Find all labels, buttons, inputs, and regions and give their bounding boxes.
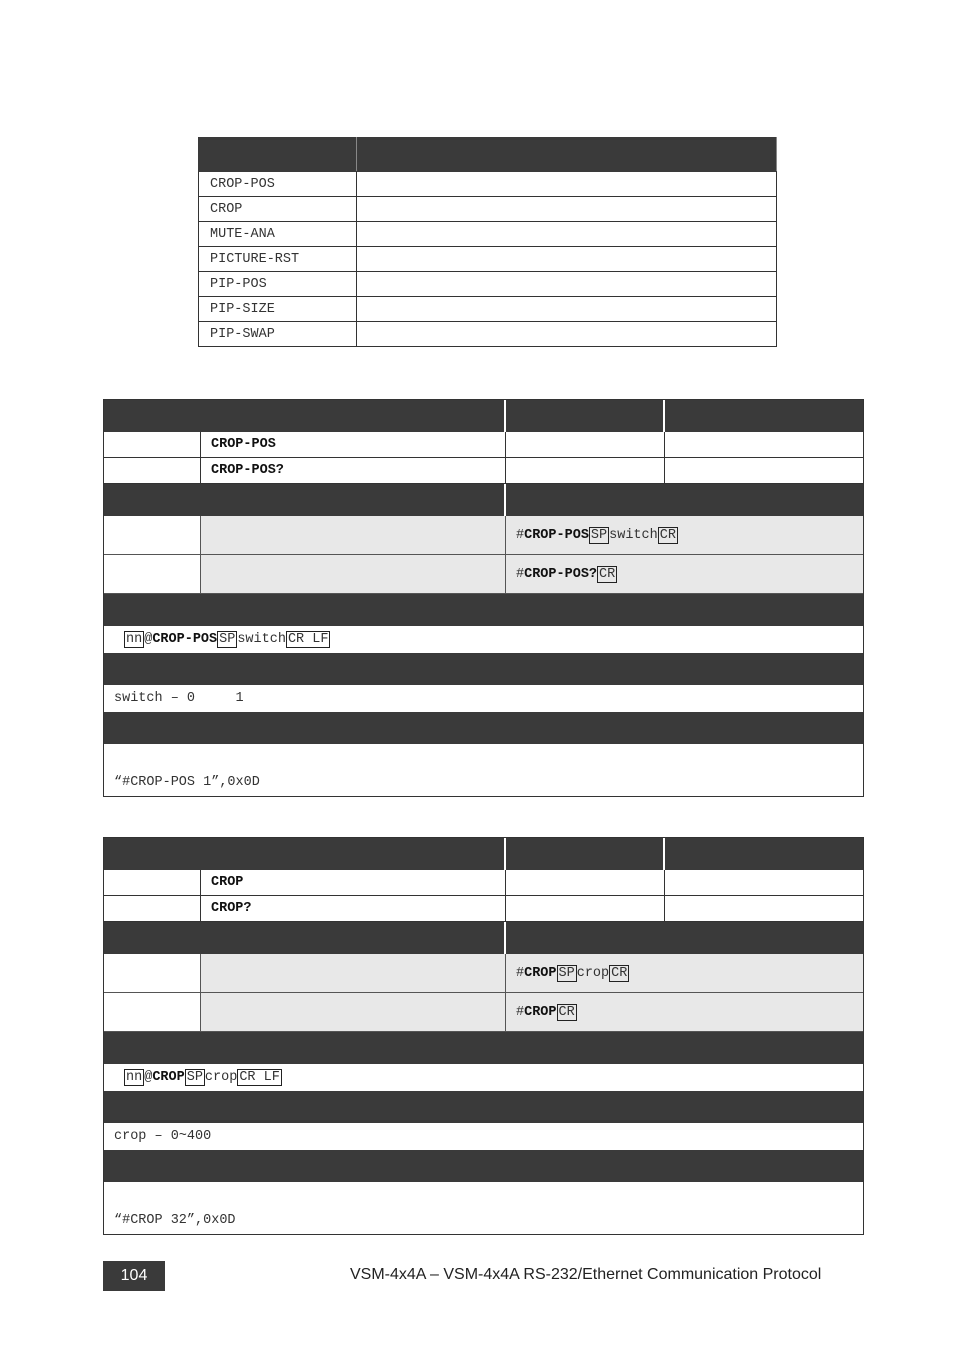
get-syntax: # CROP CR [516,1004,575,1020]
header-row [104,838,863,870]
example-text: “#CROP-POS 1”,0x0D [104,744,863,796]
get-syntax-row [104,993,863,1032]
set-command-name: CROP [211,875,244,890]
crop-pos-command-table [103,399,864,797]
table-row [199,197,777,222]
parameters-text: crop – 0~400 [104,1123,863,1150]
response-syntax: nn @ CROP SP crop CR LF [104,1064,863,1091]
function-name: PIP-SIZE [199,297,357,322]
set-syntax: # CROP SP crop CR [516,965,628,981]
set-syntax-row [104,516,863,555]
crop-command-table [103,837,864,1235]
header-row [104,400,863,432]
function-name: PICTURE-RST [199,247,357,272]
table-row [199,272,777,297]
table-row [199,247,777,272]
get-syntax: # CROP-POS? CR [516,566,616,582]
set-command-row [104,432,863,458]
table-row [199,222,777,247]
get-command-name: CROP-POS? [211,463,284,478]
set-syntax-row [104,954,863,993]
set-command-name: CROP-POS [211,437,276,452]
parameters-header-row [104,1091,863,1123]
set-command-row [104,870,863,896]
function-name: PIP-POS [199,272,357,297]
table-row [199,297,777,322]
response-header-row [104,594,863,626]
function-name: CROP-POS [199,172,357,197]
response-header-row [104,1032,863,1064]
document-title: VSM-4x4A – VSM-4x4A RS-232/Ethernet Communication Protocol [350,1266,822,1283]
table-row [199,322,777,347]
table-row [199,172,777,197]
example-header-row [104,1150,863,1182]
syntax-header-row [104,922,863,954]
get-command-name: CROP? [211,901,252,916]
response-syntax: nn @ CROP-POS SP switch CR LF [104,626,863,653]
summary-header-row [199,138,777,172]
page-number: 104 [103,1261,165,1291]
function-name: MUTE-ANA [199,222,357,247]
function-summary-table [198,137,777,347]
get-command-row [104,458,863,484]
parameters-text: switch – 0 1 [104,685,863,712]
get-command-row [104,896,863,922]
get-syntax-row [104,555,863,594]
set-syntax: # CROP-POS SP switch CR [516,527,676,543]
function-name: CROP [199,197,357,222]
parameters-header-row [104,653,863,685]
example-header-row [104,712,863,744]
example-text: “#CROP 32”,0x0D [104,1182,863,1234]
function-name: PIP-SWAP [199,322,357,347]
syntax-header-row [104,484,863,516]
